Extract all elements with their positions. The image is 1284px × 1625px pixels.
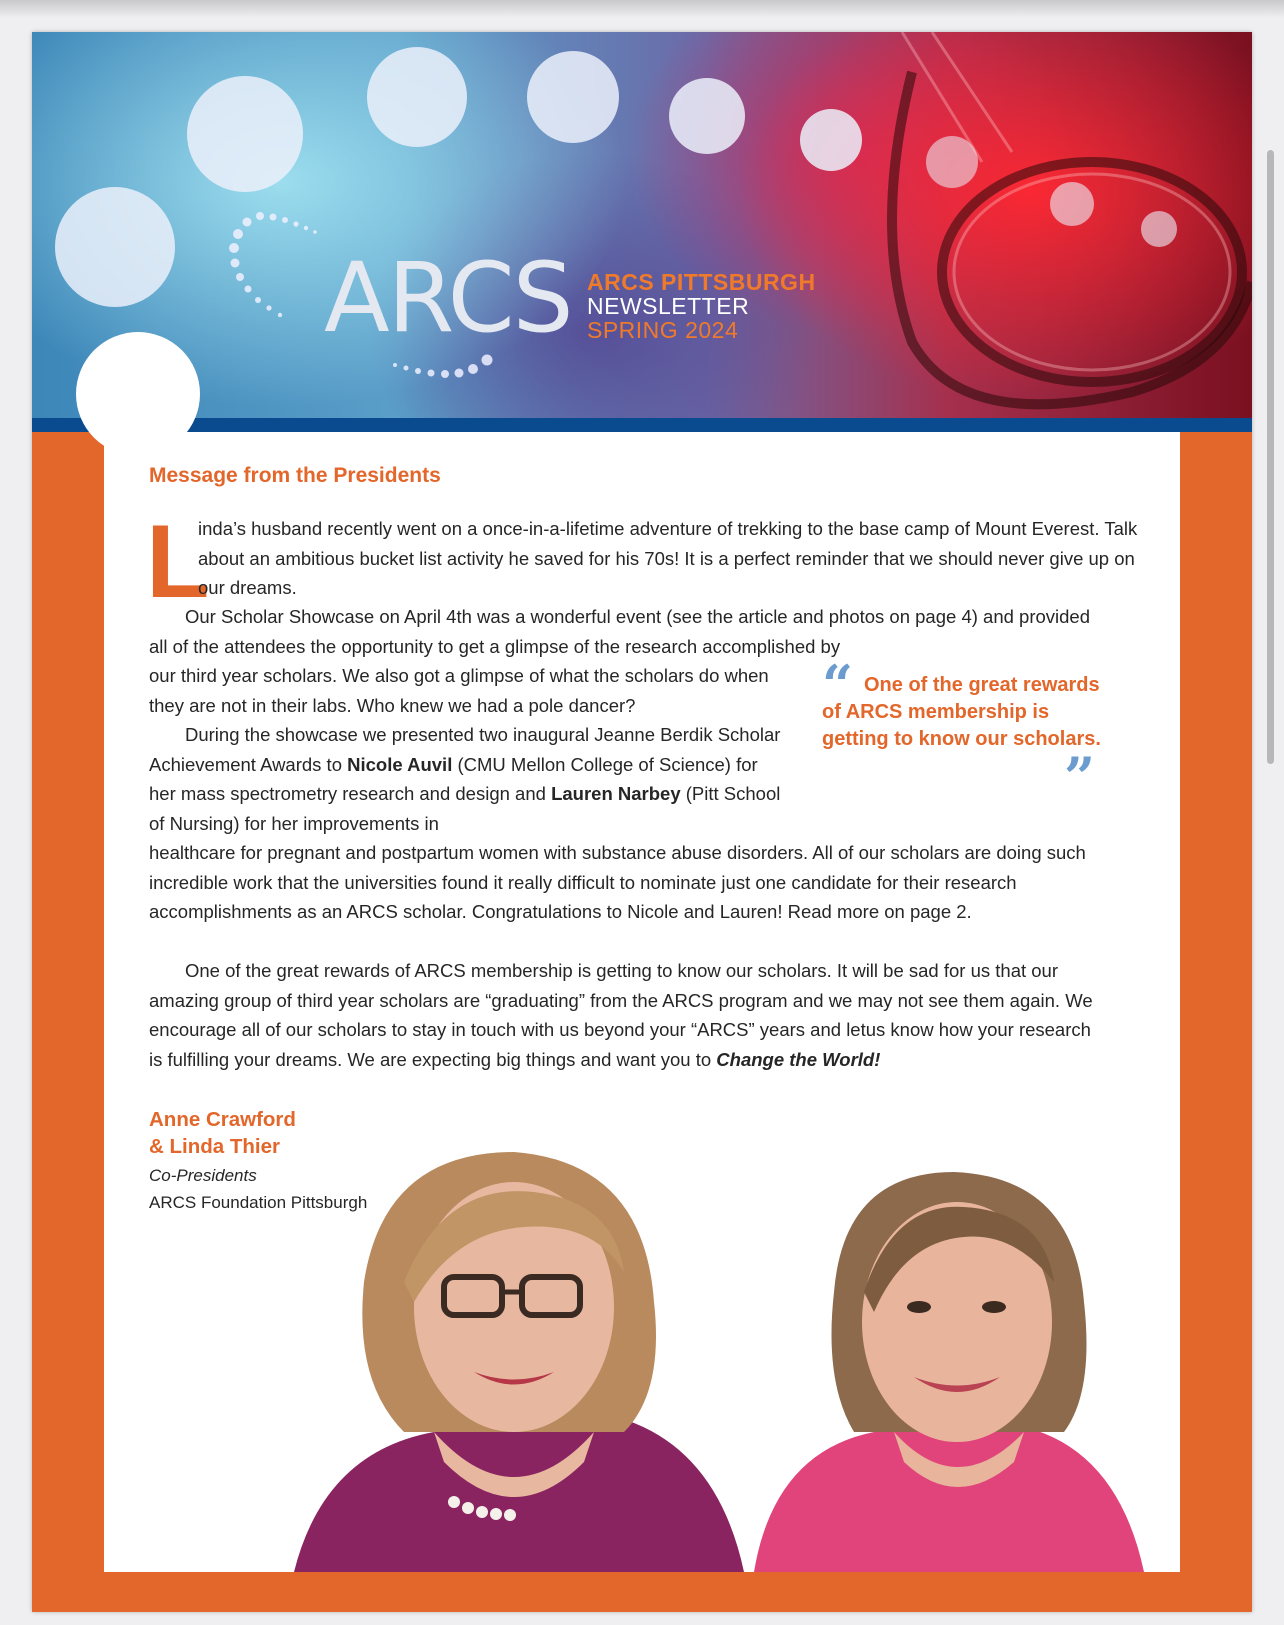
- paragraph-3-continued: healthcare for pregnant and postpartum women with substance abuse disorders. All of our scholars are doing such incredible work that the universities found it really difficult to nominate just one candidate for their research accomplishments as an ARCS scholar. Congratulations to Nicole and Lauren! Read more on page 2.: [149, 842, 1086, 922]
- paragraph-3-lead: During the showcase we presented two inaugural Jeanne Berdik Scholar Achievement Awards to: [149, 724, 781, 775]
- paragraph-1: inda’s husband recently went on a once-in-a-lifetime adventure of trekking to the base camp of Mount Everest. Talk about an ambitious bucket list activity he saved for his 70s! It is a perfect reminder that we should never give up on our dreams.: [198, 518, 1138, 598]
- signatory-names-line-2: & Linda Thier: [149, 1135, 280, 1158]
- section-title: Message from the Presidents: [149, 464, 441, 487]
- banner-artwork: [32, 32, 1252, 418]
- close-quote-icon: ”: [1064, 745, 1096, 809]
- test-tube-graphic: [892, 72, 1252, 404]
- co-presidents-photo: [294, 1132, 1180, 1572]
- paragraph-3: [149, 720, 789, 838]
- masthead-title: NEWSLETTER: [587, 293, 750, 320]
- awardee-name-2: Lauren Narbey: [551, 783, 681, 804]
- paragraph-4-text: One of the great rewards of ARCS membership is getting to know our scholars. It will be sad for us that our amazing group of third year scholars are “graduating” from the ARCS program and we may not see them again. We encourage all of our scholars to stay in touch with us beyond your “ARCS” years and letus know how your research is fulfilling your dreams. We are expecting big things and want you to: [149, 960, 1093, 1070]
- pull-quote-text: One of the great rewards of ARCS membership is getting to know our scholars.: [822, 674, 1101, 750]
- drop-cap: L: [146, 504, 210, 620]
- newsletter-page: [32, 32, 1252, 1612]
- paragraph-2-continued: our third year scholars. We also got a glimpse of what the scholars do when they are not in their labs. Who knew we had a pole dancer?: [149, 665, 769, 716]
- vertical-scrollbar[interactable]: [1267, 150, 1274, 764]
- signatory-role: Co-Presidents: [149, 1166, 257, 1185]
- corner-circle-decoration: [76, 332, 200, 456]
- paragraph-3-tail: (Pitt School of Nursing) for her improvements in: [149, 783, 781, 834]
- awardee-name-1: Nicole Auvil: [347, 753, 453, 775]
- masthead-season: SPRING 2024: [587, 317, 739, 344]
- signatory-names-line-1: Anne Crawford: [149, 1108, 296, 1131]
- paragraph-3-mid: (CMU Mellon College of Science) for her mass spectrometry research and design and: [149, 753, 758, 804]
- newsletter-masthead: [587, 270, 816, 342]
- portrait-linda-thier: [754, 1172, 1144, 1572]
- signatory-org: ARCS Foundation Pittsburgh: [149, 1193, 368, 1212]
- portrait-illustration: [294, 1132, 1180, 1572]
- open-quote-icon: “: [822, 653, 854, 717]
- article-panel: [104, 432, 1180, 1572]
- paragraph-2: [149, 602, 1099, 661]
- masthead-org: ARCS PITTSBURGH: [587, 269, 816, 295]
- newsletter-banner: [32, 32, 1252, 418]
- portrait-anne-crawford: [294, 1152, 744, 1572]
- paragraph-4: [149, 956, 1109, 1074]
- arcs-logo-wordmark: ARCS: [324, 242, 572, 354]
- window-top-edge: [0, 0, 1284, 18]
- paragraph-2-text: Our Scholar Showcase on April 4th was a wonderful event (see the article and photos on page 4) and provided all of the attendees the opportunity to get a glimpse of the research accomplished by: [149, 606, 1091, 657]
- closing-emphasis: Change the World!: [716, 1048, 881, 1070]
- pull-quote: [822, 672, 1112, 753]
- banner-blue-band: [32, 418, 1252, 432]
